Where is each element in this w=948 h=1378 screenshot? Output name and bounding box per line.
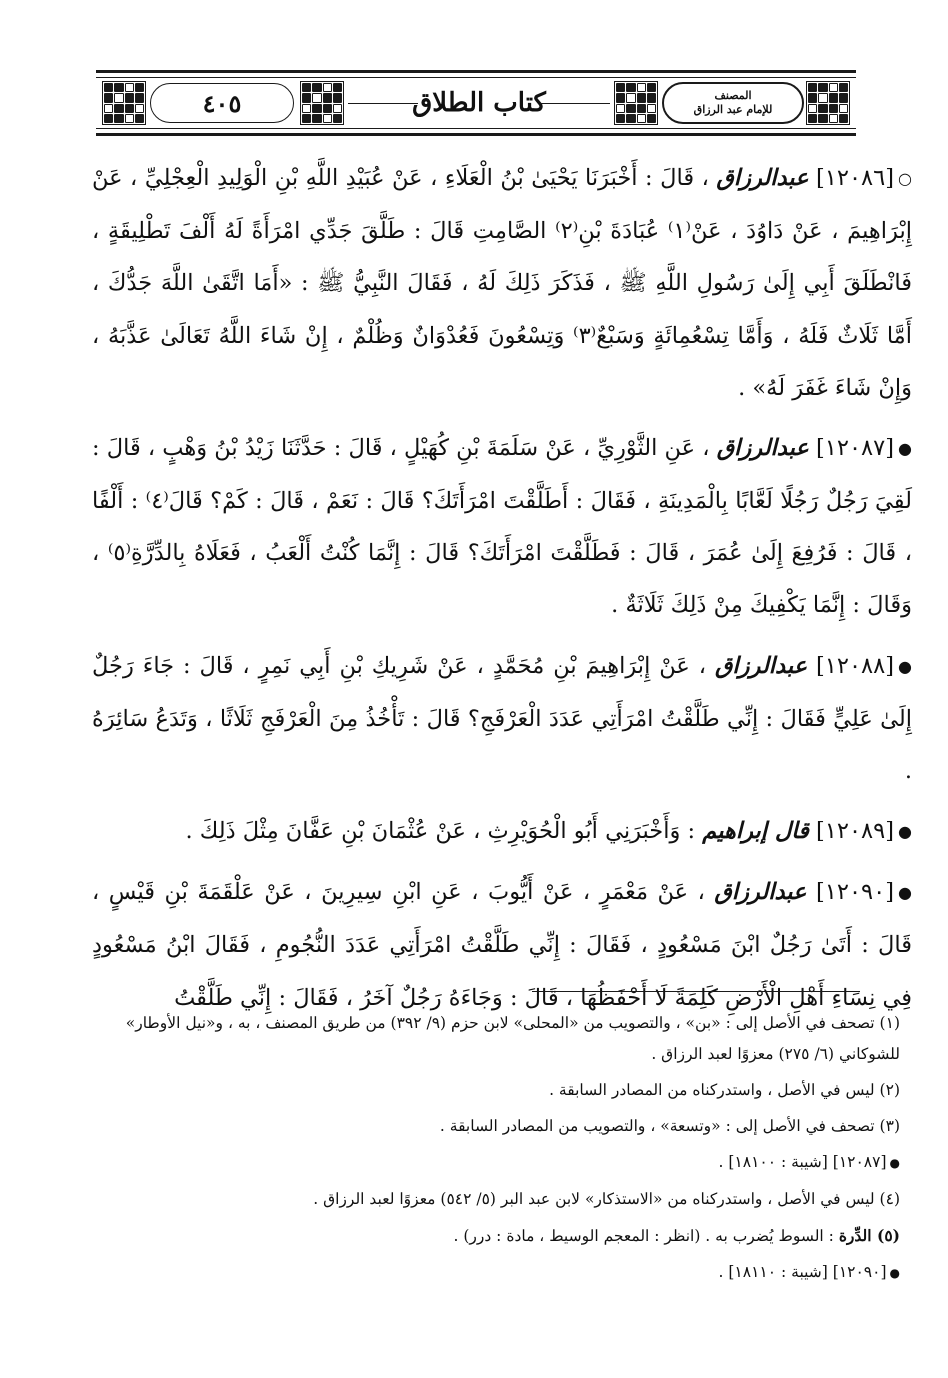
narrator: عبدالرزاق [714, 652, 808, 679]
entry-marker-icon: ● [898, 656, 912, 676]
hadith-number: [١٢٠٩٠] [816, 879, 894, 906]
footnote-text: (٤) ليس في الأصل ، واستدركناه من «الاستذكار» لابن عبد البر (٥/ ٥٤٢) معزوًا لعبد الرزاق . [313, 1190, 900, 1208]
hadith-text: ، قَالَ : أَخْبَرَنَا يَحْيَىٰ بْنُ الْعَلَاءِ ، عَنْ عُبَيْدِ اللَّهِ بْنِ الْوَلِيدِ الْعِجْلِيِّ ، عَنْ إِبْرَاهِيمَ ، عَنْ دَاوُدَ ، عَنْ⁽١⁾ عُبَادَةَ بْنِ⁽٢⁾ الصَّامِتِ قَالَ : طَلَّقَ جَدِّي امْرَأَةً لَهُ أَلْفَ تَطْلِيقَةٍ ، فَانْطَلَقَ أَبِي إِلَىٰ رَسُولِ اللَّهِ ﷺ ، فَذَكَرَ ذَلِكَ لَهُ ، فَقَالَ النَّبِيُّ ﷺ : «أَمَا اتَّقَىٰ اللَّهَ جَدُّكَ ، أَمَّا ثَلَاثٌ فَلَهُ ، وَأَمَّا تِسْعُمِائَةٍ وَسَبْعٌ⁽٣⁾ وَتِسْعُونَ فَعُدْوَانٌ وَظُلْمٌ ، إِنْ شَاءَ اللَّهُ تَعَالَىٰ عَذَّبَهُ ، وَإِنْ شَاءَ غَفَرَ لَهُ» . [92, 165, 912, 401]
emblem-line: المصنف [714, 89, 752, 102]
footnote-term: (٥) الدِّرة [838, 1226, 900, 1245]
entry-marker-icon: ● [898, 822, 912, 841]
hadith-entry [92, 640, 912, 798]
footnote-text: (٣) تصحف في الأصل إلى : «وتسعة» ، والتصويب من المصادر السابقة . [439, 1117, 900, 1135]
hadith-text: ، عَنِ الثَّوْرِيِّ ، عَنْ سَلَمَةَ بْنِ كُهَيْلٍ ، قَالَ : حَدَّثَنَا زَيْدُ بْنُ وَهْبٍ ، قَالَ : لَقِيَ رَجُلٌ رَجُلًا لَعَّابًا بِالْمَدِينَةِ ، فَقَالَ : أَطَلَّقْتَ امْرَأَتَكَ؟ قَالَ : نَعَمْ ، قَالَ : كَمْ؟ قَالَ⁽٤⁾ : أَلْفًا ، قَالَ : فَرُفِعَ إِلَىٰ عُمَرَ ، قَالَ : فَطَلَّقْتَ امْرَأَتَكَ؟ قَالَ : إِنَّمَا كُنْتُ أَلْعَبُ ، فَعَلَاهُ بِالدِّرَّةِ⁽٥⁾ ، وَقَالَ : إِنَّمَا يَكْفِيكَ مِنْ ذَلِكَ ثَلَاثَةٌ . [92, 434, 912, 619]
hadith-number: [١٢٠٨٦] [816, 165, 895, 191]
hadith-text: ، عَنْ مَعْمَرٍ ، عَنْ أَيُّوبَ ، عَنِ ابْنِ سِيرِينَ ، عَنْ عَلْقَمَةَ بْنِ قَيْسٍ ، قَالَ : أَتَىٰ رَجُلٌ ابْنَ مَسْعُودٍ ، فَقَالَ : إِنِّي طَلَّقْتُ امْرَأَتِي عَدَدَ النُّجُومِ ، فَقَالَ ابْنُ مَسْعُودٍ فِي نِسَاءِ أَهْلِ الْأَرْضِ كَلِمَةً لَا أَحْفَظُهَا ، قَالَ : وَجَاءَهُ رَجُلٌ آخَرُ ، فَقَالَ : إِنِّي طَلَّقْتُ [92, 879, 912, 1011]
footnote-text: (١) تصحف في الأصل إلى : «بن» ، والتصويب من «المحلى» لابن حزم (٩/ ٣٩٢) من طريق المصنف ، به ، و«نيل الأوطار» للشوكاني (٦/ ٢٧٥) معزوًا لعبد الرزاق . [125, 1014, 900, 1063]
footnote [96, 1075, 900, 1106]
entry-marker-icon: ● [898, 883, 912, 903]
footnote [96, 1257, 900, 1289]
narrator: عبدالرزاق [714, 879, 807, 906]
entry-marker-icon: ● [898, 438, 912, 458]
ornament-icon [614, 81, 658, 125]
hadith-entry [92, 805, 912, 858]
hadith-number: [١٢٠٨٩] [816, 818, 894, 845]
hadith-entry [92, 152, 912, 414]
footnote [96, 1184, 900, 1215]
footnote-text: [١٢٠٨٧] [شيبة : ١٨١٠٠] . [718, 1153, 887, 1171]
footnote-bullet-icon: ● [889, 1266, 900, 1280]
hadith-number: [١٢٠٨٧] [816, 434, 894, 461]
footnote-bullet-icon: ● [889, 1156, 900, 1170]
page-number: ٤٠٥ [150, 83, 294, 123]
ornament-icon [300, 81, 344, 125]
footnote-text: (٢) ليس في الأصل ، واستدركناه من المصادر السابقة . [549, 1081, 900, 1099]
footnote-text: [١٢٠٩٠] [شيبة : ١٨١١٠] . [718, 1263, 887, 1281]
hadith-text: ، عَنْ إِبْرَاهِيمَ بْنِ مُحَمَّدٍ ، عَنْ شَرِيكِ بْنِ أَبِي نَمِرٍ ، قَالَ : جَاءَ رَجُلٌ إِلَىٰ عَلِيٍّ فَقَالَ : إِنِّي طَلَّقْتُ امْرَأَتِي عَدَدَ الْعَرْفَجِ؟ قَالَ : تَأْخُذُ مِنَ الْعَرْفَجِ ثَلَاثًا ، وَتَدَعُ سَائِرَهُ . [92, 652, 912, 784]
main-text [92, 152, 912, 1032]
ornament-icon [806, 81, 850, 125]
narrator: قال إبراهيم [702, 818, 809, 845]
narrator: عبدالرزاق [716, 165, 809, 191]
hadith-entry [92, 422, 912, 632]
hadith-number: [١٢٠٨٨] [816, 652, 895, 679]
footnote-text: : السوط يُضرب به . (انظر : المعجم الوسيط ، مادة : درر) . [453, 1227, 834, 1245]
page-header [96, 70, 856, 136]
hadith-text: : وَأَخْبَرَنِي أَبُو الْحُوَيْرِثِ ، عَنْ عُثْمَانَ بْنِ عَفَّانَ مِثْلَ ذَلِكَ . [185, 818, 696, 845]
ornament-icon [102, 81, 146, 125]
footnote [96, 1008, 900, 1070]
footnote [96, 1220, 900, 1252]
running-title: كتاب الطلاق [348, 81, 610, 125]
book-emblem [662, 82, 804, 124]
narrator: عبدالرزاق [716, 434, 809, 461]
hadith-entry [92, 866, 912, 1024]
emblem-line: للإمام عبد الرزاق [693, 103, 773, 116]
footnote-separator [532, 991, 860, 992]
footnotes [96, 1008, 900, 1294]
footnote [96, 1111, 900, 1142]
entry-marker-icon: ○ [898, 168, 912, 188]
footnote [96, 1147, 900, 1179]
